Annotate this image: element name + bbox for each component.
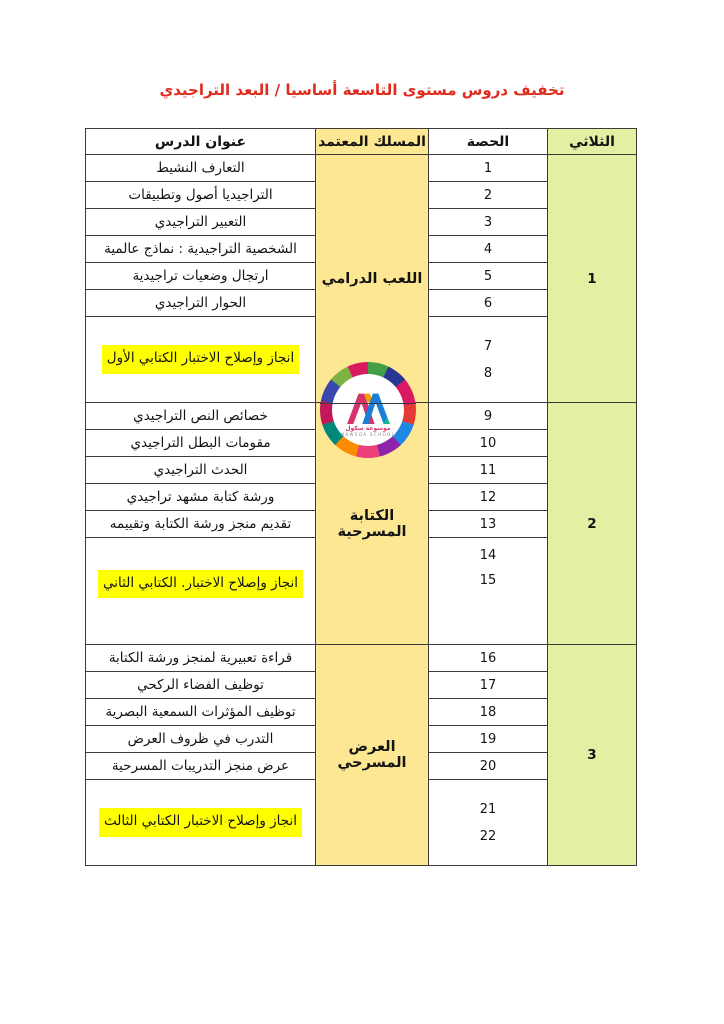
session-cell: 13 <box>429 511 548 538</box>
session-cell: 10 <box>429 430 548 457</box>
header-trimester: الثلاثي <box>548 129 637 155</box>
lesson-cell: التعبير التراجيدي <box>86 209 316 236</box>
lesson-cell-highlighted <box>86 317 316 403</box>
logo-english-text: MAWSOA SCHOOL <box>340 432 396 437</box>
table-row <box>86 645 637 672</box>
session-cell: 6 <box>429 290 548 317</box>
header-track: المسلك المعتمد <box>316 129 429 155</box>
lesson-cell: الشخصية التراجيدية : نماذج عالمية <box>86 236 316 263</box>
session-cell: 14 15 <box>429 538 548 645</box>
highlight-mark: انجاز وإصلاح الاختبار الكتابي الثالث <box>99 808 302 837</box>
track-cell: العرض المسرحي <box>316 645 429 866</box>
session-cell: 12 <box>429 484 548 511</box>
session-cell: 9 <box>429 403 548 430</box>
lesson-cell-highlighted <box>86 780 316 866</box>
lesson-cell: تقديم منجز ورشة الكتابة وتقييمه <box>86 511 316 538</box>
trimester-cell: 3 <box>548 645 637 866</box>
logo-arabic-text: موسوعة سكول <box>345 424 391 432</box>
lessons-table <box>85 128 637 866</box>
lesson-cell: قراءة تعبيرية لمنجز ورشة الكتابة <box>86 645 316 672</box>
lesson-cell-highlighted <box>86 538 316 645</box>
session-cell: 7 8 <box>429 317 548 403</box>
session-cell: 18 <box>429 699 548 726</box>
session-cell: 3 <box>429 209 548 236</box>
highlight-mark: انجاز وإصلاح الاختبار. الكتابي الثاني <box>98 570 303 599</box>
session-cell: 19 <box>429 726 548 753</box>
header-session: الحصة <box>429 129 548 155</box>
logo-m-icon <box>344 387 392 425</box>
highlight-mark: انجاز وإصلاح الاختبار الكتابي الأول <box>102 345 299 374</box>
lesson-cell: توظيف المؤثرات السمعية البصرية <box>86 699 316 726</box>
school-logo <box>320 362 416 458</box>
session-cell: 21 22 <box>429 780 548 866</box>
session-cell: 16 <box>429 645 548 672</box>
lesson-cell: عرض منجز التدريبات المسرحية <box>86 753 316 780</box>
lesson-cell: ارتجال وضعيات تراجيدية <box>86 263 316 290</box>
session-cell: 5 <box>429 263 548 290</box>
track-cell: الكتابة المسرحية <box>316 403 429 645</box>
session-cell: 4 <box>429 236 548 263</box>
lesson-cell: ورشة كتابة مشهد تراجيدي <box>86 484 316 511</box>
table-header-row <box>86 129 637 155</box>
table-row <box>86 155 637 182</box>
session-cell: 20 <box>429 753 548 780</box>
lesson-cell: التعارف النشيط <box>86 155 316 182</box>
trimester-cell: 2 <box>548 403 637 645</box>
session-cell: 2 <box>429 182 548 209</box>
table-border-overlay <box>320 403 416 404</box>
lesson-cell: التراجيديا أصول وتطبيقات <box>86 182 316 209</box>
session-cell: 1 <box>429 155 548 182</box>
track-cell: اللعب الدرامي <box>316 155 429 403</box>
session-cell: 11 <box>429 457 548 484</box>
lesson-cell: مقومات البطل التراجيدي <box>86 430 316 457</box>
lesson-cell: الحدث التراجيدي <box>86 457 316 484</box>
lesson-cell: التدرب في ظروف العرض <box>86 726 316 753</box>
header-lesson: عنوان الدرس <box>86 129 316 155</box>
page-title: تخفيف دروس مستوى التاسعة أساسيا / البعد التراجيدي <box>159 81 565 99</box>
lesson-cell: الحوار التراجيدي <box>86 290 316 317</box>
session-cell: 17 <box>429 672 548 699</box>
trimester-cell: 1 <box>548 155 637 403</box>
lesson-cell: توظيف الفضاء الركحي <box>86 672 316 699</box>
lesson-cell: خصائص النص التراجيدي <box>86 403 316 430</box>
